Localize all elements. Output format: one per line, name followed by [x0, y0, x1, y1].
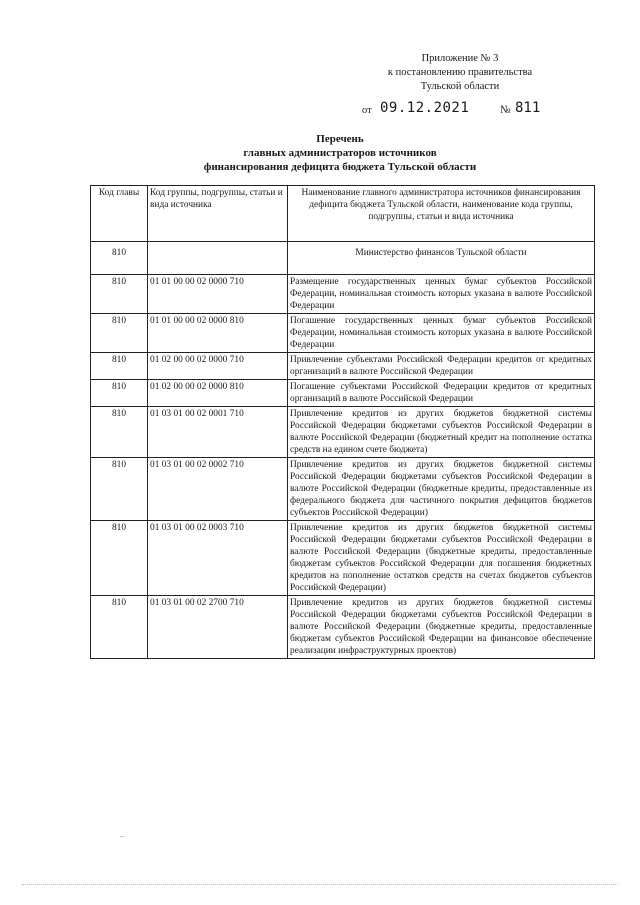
row-name: Привлечение кредитов из других бюджетов бюджетной системы Российской Федерации бюджетами субъектов Российской Федерации в валюте Российской Федерации (бюджетные кредиты, предоставленные из федерального бюджета для частичного покрытия дефицитов бюджетов субъектов Российской Федерации) [288, 458, 595, 521]
table-row [91, 596, 595, 659]
row-name: Погашение государственных ценных бумаг субъектов Российской Федерации, номинальная стоимость которых указана в валюте Российской Федерации [288, 314, 595, 353]
row-code: 810 [91, 353, 148, 380]
row-name: Погашение субъектами Российской Федерации кредитов от кредитных организаций в валюте Российской Федерации [288, 380, 595, 407]
row-name: Привлечение кредитов из других бюджетов бюджетной системы Российской Федерации бюджетами субъектов Российской Федерации в валюте Российской Федерации (бюджетный кредит на пополнение остатка средств на едином счете бюджета) [288, 407, 595, 458]
row-group-code: 01 02 00 00 02 0000 810 [148, 380, 288, 407]
table-row [91, 314, 595, 353]
row-group-code: 01 03 01 00 02 0001 710 [148, 407, 288, 458]
row-code: 810 [91, 275, 148, 314]
row-code: 810 [91, 407, 148, 458]
table-header-row [91, 186, 595, 242]
ministry-code: 810 [91, 242, 148, 275]
table-row [91, 407, 595, 458]
row-name: Размещение государственных ценных бумаг субъектов Российской Федерации, номинальная стоимость которых указана в валюте Российской Федерации [288, 275, 595, 314]
table-row [91, 521, 595, 596]
appendix-header [360, 52, 560, 94]
row-code: 810 [91, 521, 148, 596]
number-sign: № [500, 104, 511, 116]
row-group-code: 01 03 01 00 02 2700 710 [148, 596, 288, 659]
appendix-region: Тульской области [420, 81, 500, 92]
table-row [91, 380, 595, 407]
scan-footer-noise [22, 884, 618, 887]
ministry-group-empty [148, 242, 288, 275]
table-row [91, 353, 595, 380]
header-name: Наименование главного администратора источников финансирования дефицита бюджета Тульской области, наименование кода группы, подгруппы, статьи и вида источника [288, 186, 595, 242]
row-code: 810 [91, 314, 148, 353]
row-group-code: 01 01 00 00 02 0000 810 [148, 314, 288, 353]
administrators-table [90, 185, 595, 659]
title-line-3: финансирования дефицита бюджета Тульской области [203, 161, 477, 173]
date-prefix: от [362, 105, 372, 116]
appendix-decree-ref: к постановлению правительства [387, 67, 533, 78]
row-code: 810 [91, 596, 148, 659]
row-group-code: 01 03 01 00 02 0002 710 [148, 458, 288, 521]
decree-number: 811 [515, 100, 541, 116]
row-code: 810 [91, 380, 148, 407]
scan-mark [120, 836, 124, 837]
table-row [91, 275, 595, 314]
table-row-ministry [91, 242, 595, 275]
title-line-2: главных администраторов источников [243, 147, 437, 159]
row-code: 810 [91, 458, 148, 521]
row-group-code: 01 03 01 00 02 0003 710 [148, 521, 288, 596]
document-title [80, 132, 600, 174]
table-row [91, 458, 595, 521]
header-code: Код главы [91, 186, 148, 242]
row-name: Привлечение кредитов из других бюджетов бюджетной системы Российской Федерации бюджетами субъектов Российской Федерации в валюте Российской Федерации (бюджетные кредиты, предоставленные бюджетам субъектов Российской Федерации на финансовое обеспечение реализации инфраструктурных проектов) [288, 596, 595, 659]
decree-date: 09.12.2021 [380, 100, 470, 116]
title-line-1: Перечень [316, 133, 364, 145]
header-group: Код группы, подгруппы, статьи и вида источника [148, 186, 288, 242]
row-group-code: 01 01 00 00 02 0000 710 [148, 275, 288, 314]
row-name: Привлечение кредитов из других бюджетов бюджетной системы Российской Федерации бюджетами субъектов Российской Федерации в валюте Российской Федерации (бюджетные кредиты, предоставленные бюджетам субъектов Российской Федерации для погашения бюджетных кредитов на пополнение остатков средств на счетах бюджетов субъектов Российской Федерации) [288, 521, 595, 596]
row-group-code: 01 02 00 00 02 0000 710 [148, 353, 288, 380]
row-name: Привлечение субъектами Российской Федерации кредитов от кредитных организаций в валюте Российской Федерации [288, 353, 595, 380]
ministry-name: Министерство финансов Тульской области [288, 242, 595, 275]
appendix-number: Приложение № 3 [421, 53, 499, 64]
